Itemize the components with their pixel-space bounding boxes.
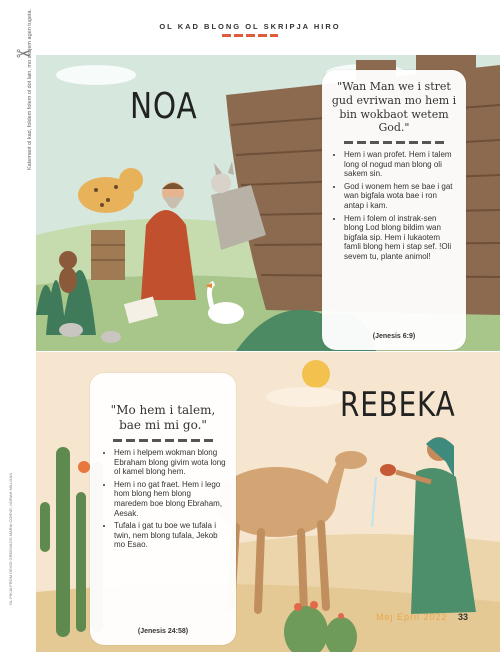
noa-info-card bbox=[322, 70, 466, 350]
rebeka-fact: • Tufala i gat tu boe we tufala i twin, nem blong tufala, Jekob mo Esao. bbox=[114, 521, 226, 550]
rebeka-reference: (Jenesis 24:58) bbox=[137, 628, 189, 635]
noa-quote-divider bbox=[344, 141, 444, 144]
rebeka-info-card bbox=[90, 373, 236, 645]
rebeka-name: REBEKA bbox=[340, 385, 456, 425]
noa-reference: (Jenesis 6:9) bbox=[372, 333, 416, 340]
scissors-icon: ✂ bbox=[16, 44, 32, 64]
noa-name: NOA bbox=[130, 86, 198, 127]
rebeka-fact: • Hem i no gat fraet. Hem i lego hom blong hem blong maredem boe blong Ebraham, Aesak. bbox=[114, 480, 226, 518]
magazine-issue: Mej Epril 2022 bbox=[376, 612, 448, 622]
noa-fact: • Hem i wan profet. Hem i talem long ol nogud man blong oli sakem sin. bbox=[344, 150, 458, 179]
noa-facts-list bbox=[330, 150, 458, 262]
rebeka-fact: • Hem i helpem wokman blong Ebraham blong givim wota long ol kamel blong hem. bbox=[114, 448, 226, 477]
noa-fact: • God i wonem hem se bae i gat wan bigfala wota bae i ron antap i kam. bbox=[344, 182, 458, 211]
header-divider bbox=[222, 34, 278, 37]
image-credits: OL PIKJA FROM DEVID GREEN/LDS MARIA CORNE; NORAH MILLGAN bbox=[8, 472, 13, 605]
rebeka-quote-divider bbox=[113, 439, 213, 442]
noa-fact: • Hem i folem ol instrak-sen blong Lod blong bildim wan bigfala sip. Hem i lukaotem famli blong hem i stap sef. !Oli sevem tu, plante animol! bbox=[344, 214, 458, 262]
noa-quote: "Wan Man we i stret gud evriwan mo hem i bin wokbaot wetem God." bbox=[331, 80, 457, 135]
section-title: OL KAD BLONG OL SKRIPJA HIRO bbox=[159, 22, 341, 31]
page-number: 33 bbox=[458, 612, 469, 622]
cut-instructions: Katemaot ol kad, foldem folem ol dot lain, mo skajem agen tugeta. bbox=[27, 8, 33, 170]
rebeka-facts-list bbox=[100, 448, 226, 550]
rebeka-quote: "Mo hem i talem, bae mi mi go." bbox=[110, 403, 216, 432]
